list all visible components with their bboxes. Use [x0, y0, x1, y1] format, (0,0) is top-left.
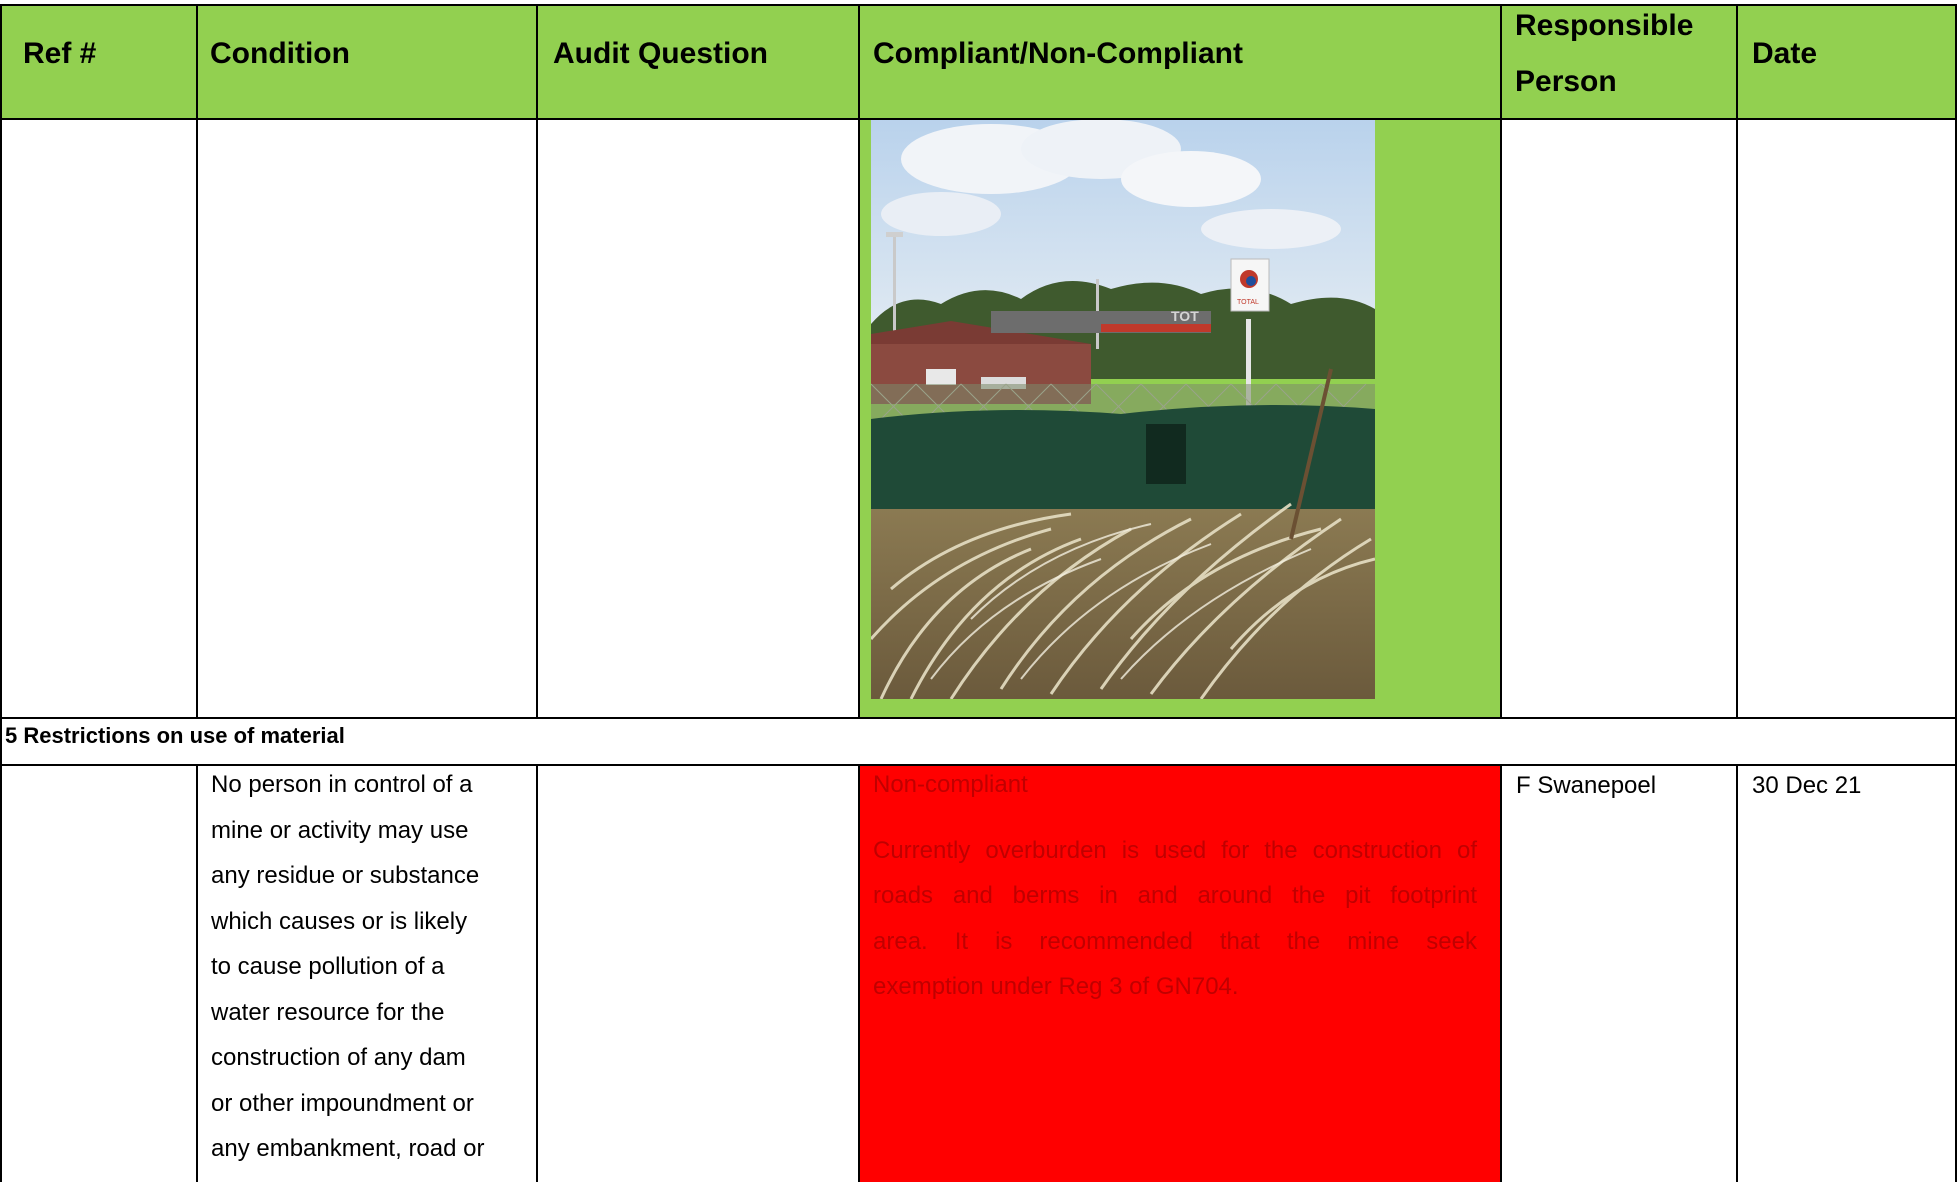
- grid-line: [1736, 4, 1738, 719]
- sign-lettering: TOTAL: [1237, 299, 1259, 306]
- grid-line: [0, 4, 1957, 6]
- grid-line: [196, 764, 198, 1182]
- grid-line: [858, 764, 860, 1182]
- grid-line: [858, 4, 860, 719]
- compliance-status: Non-compliant: [873, 771, 1028, 798]
- condition-line: which causes or is likely: [211, 908, 468, 935]
- responsible-person: F Swanepoel: [1516, 772, 1657, 799]
- condition-line: water resource for the: [211, 999, 445, 1026]
- grid-line: [536, 764, 538, 1182]
- grid-line: [0, 118, 1957, 120]
- condition-line: any embankment, road or: [211, 1135, 485, 1162]
- finding-line: Currently overburden is used for the construction of: [873, 837, 1477, 864]
- finding-line: exemption under Reg 3 of GN704.: [873, 973, 1239, 1000]
- condition-line: construction of any dam: [211, 1044, 466, 1071]
- site-photo: [871, 119, 1375, 699]
- header-responsible-line1: Responsible: [1515, 9, 1694, 42]
- site-photo-image: [871, 119, 1375, 699]
- condition-line: to cause pollution of a: [211, 953, 445, 980]
- date-value: 30 Dec 21: [1752, 772, 1862, 799]
- condition-line: or other impoundment or: [211, 1090, 474, 1117]
- grid-line: [1500, 4, 1502, 719]
- grid-line: [1500, 764, 1502, 1182]
- header-audit-question: Audit Question: [553, 37, 768, 70]
- grid-line: [1736, 764, 1738, 1182]
- header-condition: Condition: [210, 37, 350, 70]
- condition-line: mine or activity may use: [211, 817, 469, 844]
- canopy-lettering: TOT: [1171, 308, 1199, 324]
- grid-line: [0, 717, 1957, 719]
- condition-line: any residue or substance: [211, 862, 480, 889]
- grid-line: [0, 4, 2, 1182]
- section-title: 5 Restrictions on use of material: [5, 723, 345, 748]
- header-compliance: Compliant/Non-Compliant: [873, 37, 1243, 70]
- condition-line: No person in control of a: [211, 771, 473, 798]
- header-responsible-line2: Person: [1515, 65, 1617, 98]
- finding-line: roads and berms in and around the pit footprint: [873, 882, 1477, 909]
- grid-line: [196, 4, 198, 719]
- finding-line: area. It is recommended that the mine seek: [873, 928, 1477, 955]
- grid-line: [536, 4, 538, 719]
- grid-line: [0, 764, 1957, 766]
- header-ref: Ref #: [23, 37, 97, 70]
- header-date: Date: [1752, 37, 1818, 70]
